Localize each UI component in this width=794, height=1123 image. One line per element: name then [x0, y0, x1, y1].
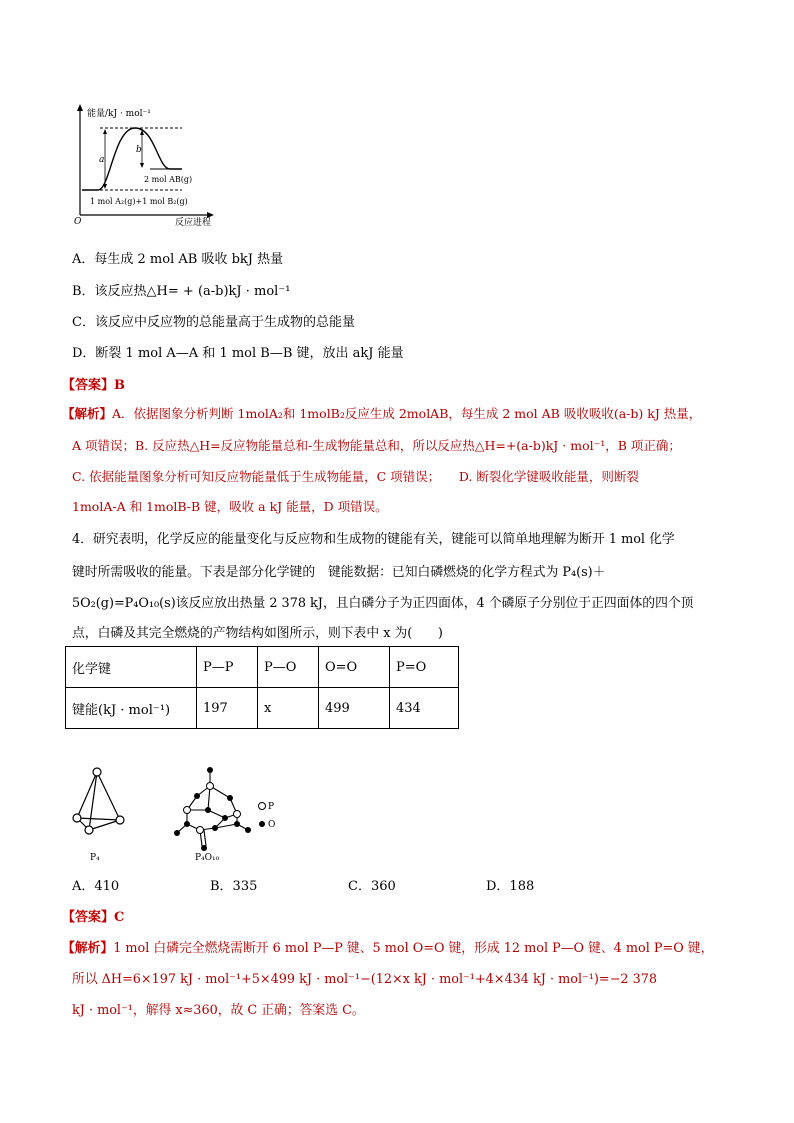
table-header-row — [66, 647, 459, 688]
p-atom — [184, 807, 191, 814]
q3-answer-value: B — [114, 378, 126, 393]
p-atom — [197, 827, 204, 834]
p-atom — [85, 826, 93, 834]
q3-option-a: A．每生成 2 mol AB 吸收 bkJ 热量 — [72, 252, 284, 267]
q3-analysis-line-4: 1molA-A 和 1molB-B 键，吸收 a kJ 能量，D 项错误。 — [72, 499, 388, 514]
molecule-figure — [65, 758, 305, 868]
legend-p-marker — [259, 803, 266, 810]
x-axis-label: 反应进程 — [175, 218, 212, 228]
p-atom — [207, 783, 214, 790]
o-atom — [194, 793, 200, 799]
table-row-label: 键能(kJ · mol⁻¹) — [66, 688, 197, 729]
arrow-a-head — [103, 129, 107, 134]
origin-label: O — [74, 217, 82, 227]
table-header-cell: P—O — [258, 647, 319, 688]
q4-option-a: A．410 — [72, 879, 120, 894]
q3-analysis-line-2: A 项错误；B. 反应热△H=反应物能量总和-生成物能量总和，所以反应热△H=+(a-b)kJ · mol⁻¹，B 项正确； — [72, 438, 681, 453]
o-atom — [207, 767, 213, 773]
table-cell: 499 — [319, 688, 390, 729]
o-atom — [245, 827, 251, 833]
y-axis-arrow — [77, 104, 83, 111]
q4-answer-value: C — [114, 910, 125, 925]
table-row — [66, 688, 459, 729]
o-atom — [222, 815, 228, 821]
table-header-cell: P—P — [197, 647, 258, 688]
o-atom — [212, 825, 218, 831]
p4o10-atoms — [174, 767, 251, 851]
q4-analysis-label: 【解析】 — [62, 941, 114, 956]
q3-option-b: B．该反应热△H= + (a-b)kJ · mol⁻¹ — [72, 284, 291, 299]
legend-o-marker — [259, 821, 265, 827]
p-atom — [234, 811, 241, 818]
q3-option-c: C．该反应中反应物的总能量高于生成物的总能量 — [72, 315, 355, 330]
bond — [97, 772, 120, 820]
q3-analysis-line-1 — [62, 404, 701, 422]
legend-o-label: O — [268, 820, 276, 830]
q3-answer-label: 【答案】 — [62, 378, 115, 393]
p4-tetrahedron — [73, 768, 124, 834]
table-header-cell: O=O — [319, 647, 390, 688]
energy-diagram — [60, 100, 230, 230]
label-b: b — [136, 145, 142, 155]
p4-label: P₄ — [90, 853, 100, 863]
bond — [77, 818, 120, 820]
product-label: 2 mol AB(g) — [144, 175, 193, 184]
bond — [204, 830, 206, 846]
o-atom — [205, 807, 211, 813]
q4-stem-line-4: 点，白磷及其完全燃烧的产物结构如图所示，则下表中 x 为( ) — [72, 626, 443, 641]
p-atom — [73, 814, 81, 822]
q4-analysis-line-1 — [62, 937, 713, 956]
p-atom — [93, 768, 101, 776]
q3-analysis-label: 【解析】 — [62, 406, 113, 421]
y-axis-label: 能量/kJ · mol⁻¹ — [87, 109, 151, 119]
table-cell: x — [258, 688, 319, 729]
q4-stem-line-1: 4．研究表明，化学反应的能量变化与反应物和生成物的键能有关，键能可以简单地理解为断开 1 mol 化学 — [72, 532, 675, 547]
table-cell: 434 — [390, 688, 459, 729]
arrow-b-head — [140, 163, 144, 168]
q4-analysis-text-1: 1 mol 白磷完全燃烧需断开 6 mol P—P 键、5 mol O=O 键，形成 12 mol P—O 键、4 mol P=O 键， — [113, 941, 714, 956]
q3-analysis-text-1: A．依据图象分析判断 1molA₂和 1molB₂反应生成 2molAB，每生成 2 mol AB 吸收吸收(a-b) kJ 热量， — [112, 406, 702, 421]
o-atom — [201, 845, 207, 851]
q4-stem-line-3: 5O₂(g)=P₄O₁₀(s)该反应放出热量 2 378 kJ，且白磷分子为正四面体，4 个磷原子分别位于正四面体的四个顶 — [72, 596, 694, 611]
bond — [89, 820, 120, 830]
o-atom — [234, 821, 240, 827]
q4-answer-label: 【答案】 — [62, 910, 115, 925]
q4-analysis-line-2: 所以 ΔH=6×197 kJ · mol⁻¹+5×499 kJ · mol⁻¹−(12×x kJ · mol⁻¹+4×434 kJ · mol⁻¹)=−2 378 — [72, 972, 657, 987]
q4-stem-line-2: 键时所需吸收的能量。下表是部分化学键的 键能数据：已知白磷燃烧的化学方程式为 P₄(s)＋ — [72, 565, 606, 580]
o-atom — [227, 795, 233, 801]
q3-analysis-line-3: C. 依据能量图象分析可知反应物能量低于生成物能量，C 项错误； D. 断裂化学键吸收能量，则断裂 — [72, 469, 639, 484]
table-cell: 197 — [197, 688, 258, 729]
o-atom — [184, 821, 190, 827]
o-atom — [174, 830, 180, 836]
q4-option-c: C．360 — [348, 879, 396, 894]
q4-option-b: B．335 — [210, 879, 258, 894]
legend-p-label: P — [268, 802, 275, 812]
bond-energy-table — [65, 646, 459, 729]
p-atom — [116, 816, 124, 824]
q4-answer — [62, 906, 124, 925]
table-header-cell: P=O — [390, 647, 459, 688]
p4o10-label: P₄O₁₀ — [195, 853, 220, 863]
q4-analysis-line-3: kJ · mol⁻¹，解得 x≈360，故 C 正确；答案选 C。 — [72, 1003, 365, 1018]
label-a: a — [99, 155, 105, 165]
q3-answer — [62, 374, 125, 393]
arrow-a-tail — [103, 184, 107, 189]
q3-option-d: D．断裂 1 mol A—A 和 1 mol B—B 键，放出 akJ 能量 — [72, 346, 404, 361]
q4-option-d: D．188 — [486, 879, 535, 894]
table-header-cell: 化学键 — [66, 647, 197, 688]
reactant-label: 1 mol A₂(g)+1 mol B₂(g) — [90, 197, 188, 206]
